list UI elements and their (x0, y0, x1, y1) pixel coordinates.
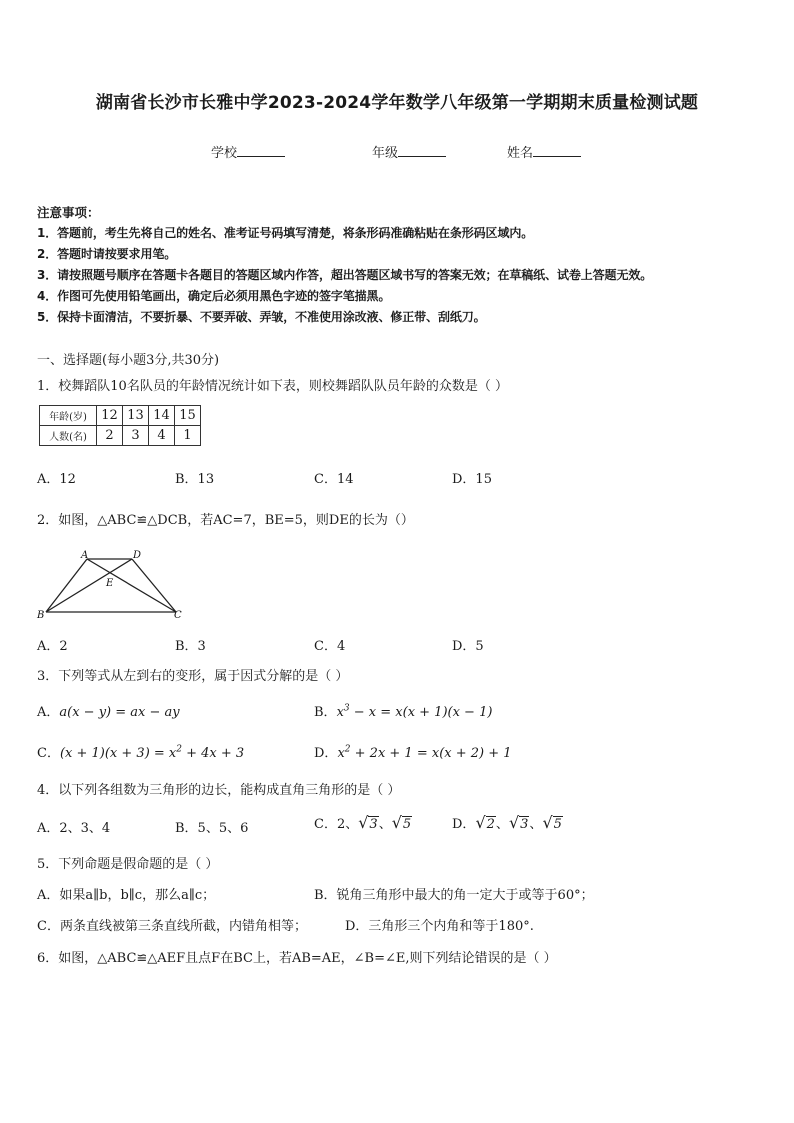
q5-option-b: B．锐角三角形中最大的角一定大于或等于60°； (314, 888, 594, 903)
segment-ac (87, 559, 176, 612)
q1-option-a: A．12 (37, 472, 76, 487)
table-cell: 12 (97, 406, 123, 426)
table-row (40, 406, 201, 426)
formula-part: x (336, 705, 344, 720)
q5-option-d: D．三角形三个内角和等于180°. (345, 919, 534, 934)
formula-part: + 4x + 3 (181, 746, 245, 761)
option-label: A． (37, 705, 60, 720)
q3-option-d (314, 742, 512, 761)
option-label: B． (314, 705, 337, 720)
q4-option-a: A．2、3、4 (37, 821, 111, 836)
table-cell: 年龄(岁) (40, 406, 97, 426)
point-label-d: D (133, 550, 142, 561)
segment-bd (46, 559, 132, 612)
notice-item: 1．答题前，考生先将自己的姓名、准考证号码填写清楚，将条形码准确粘贴在条形码区域内。 (37, 226, 534, 240)
triangle-figure (36, 548, 186, 624)
separator: 、 (495, 817, 509, 832)
q5-option-c: C．两条直线被第三条直线所截，内错角相等； (37, 919, 307, 934)
table-cell: 14 (149, 406, 175, 426)
q1-stem: 1．校舞蹈队10名队员的年龄情况统计如下表，则校舞蹈队队员年龄的众数是（ ） (37, 379, 508, 394)
table-cell: 2 (97, 426, 123, 446)
sqrt: √3 (358, 813, 378, 832)
q1-option-d: D．15 (452, 472, 492, 487)
q3-option-b (314, 701, 492, 720)
school-label: 学校 (211, 146, 238, 161)
option-label: D． (314, 746, 338, 761)
page-title: 湖南省长沙市长雅中学2023-2024学年数学八年级第一学期期末质量检测试题 (95, 93, 699, 113)
point-label-b: B (37, 610, 45, 621)
grade-blank (398, 144, 446, 157)
sqrt: √3 (508, 813, 529, 832)
exponent: 2 (176, 744, 182, 755)
sqrt: √5 (542, 813, 562, 832)
formula-part: (x + 1)(x + 3) = x (59, 746, 177, 761)
separator: 、 (378, 817, 392, 832)
grade-field (372, 142, 446, 161)
table-row (40, 426, 201, 446)
age-table (39, 405, 201, 446)
q1-option-c: C．14 (314, 472, 354, 487)
q2-option-b: B．3 (175, 639, 206, 654)
table-cell: 3 (123, 426, 149, 446)
q4-option-c (314, 813, 412, 832)
q4-stem: 4．以下列各组数为三角形的边长，能构成直角三角形的是（ ） (37, 783, 401, 798)
table-cell: 13 (123, 406, 149, 426)
q4-option-b: B．5、5、6 (175, 821, 249, 836)
point-label-e: E (106, 578, 114, 589)
q2-option-c: C．4 (314, 639, 346, 654)
section-heading: 一、选择题(每小题3分,共30分) (37, 353, 220, 368)
option-label: C．2、 (314, 817, 359, 832)
formula-part: + 2x + 1 = x(x + 2) + 1 (350, 746, 512, 761)
q3-option-c (37, 742, 244, 761)
option-label: C． (37, 746, 60, 761)
table-cell: 1 (175, 426, 201, 446)
exponent: 3 (343, 703, 350, 714)
q2-stem: 2．如图，△ABC≌△DCB，若AC=7，BE=5，则DE的长为（） (37, 513, 414, 528)
notice-item: 5．保持卡面清洁，不要折暴、不要弄破、弄皱，不准使用涂改液、修正带、刮纸刀。 (37, 310, 486, 324)
formula-part: x (337, 746, 345, 761)
q1-option-b: B．13 (175, 472, 215, 487)
q6-stem: 6．如图，△ABC≌△AEF且点F在BC上，若AB=AE，∠B=∠E,则下列结论错误的是（ ） (37, 951, 557, 966)
segment-ba (46, 559, 87, 612)
q4-option-d (452, 813, 563, 832)
sqrt: √2 (475, 813, 495, 832)
sqrt: √5 (391, 813, 412, 832)
point-label-c: C (174, 610, 182, 621)
q3-option-a (37, 701, 180, 720)
notice-item: 2．答题时请按要求用笔。 (37, 247, 177, 261)
formula: a(x − y) = ax − ay (59, 705, 180, 720)
segment-dc (132, 559, 176, 612)
option-label: D． (452, 817, 476, 832)
q2-option-d: D．5 (452, 639, 484, 654)
school-field (211, 142, 285, 161)
name-label: 姓名 (507, 146, 534, 161)
q5-option-a: A．如果a∥b，b∥c，那么a∥c； (37, 888, 216, 903)
formula-part: − x = x(x + 1)(x − 1) (349, 705, 493, 720)
table-cell: 4 (149, 426, 175, 446)
name-blank (533, 144, 581, 157)
notice-heading: 注意事项： (37, 205, 100, 220)
name-field (507, 142, 581, 161)
exponent: 2 (344, 744, 351, 755)
point-label-a: A (81, 550, 89, 561)
school-blank (237, 144, 285, 157)
table-cell: 15 (175, 406, 201, 426)
notice-item: 3．请按照题号顺序在答题卡各题目的答题区域内作答，超出答题区域书写的答案无效；在草稿纸、试卷上答题无效。 (37, 268, 653, 282)
notice-item: 4．作图可先使用铅笔画出，确定后必须用黑色字迹的签字笔描黑。 (37, 289, 391, 303)
table-cell: 人数(名) (40, 426, 97, 446)
q2-option-a: A．2 (37, 639, 68, 654)
separator: 、 (529, 817, 543, 832)
q3-stem: 3．下列等式从左到右的变形，属于因式分解的是（ ） (37, 669, 349, 684)
q5-stem: 5．下列命题是假命题的是（ ） (37, 857, 219, 872)
grade-label: 年级 (372, 146, 399, 161)
